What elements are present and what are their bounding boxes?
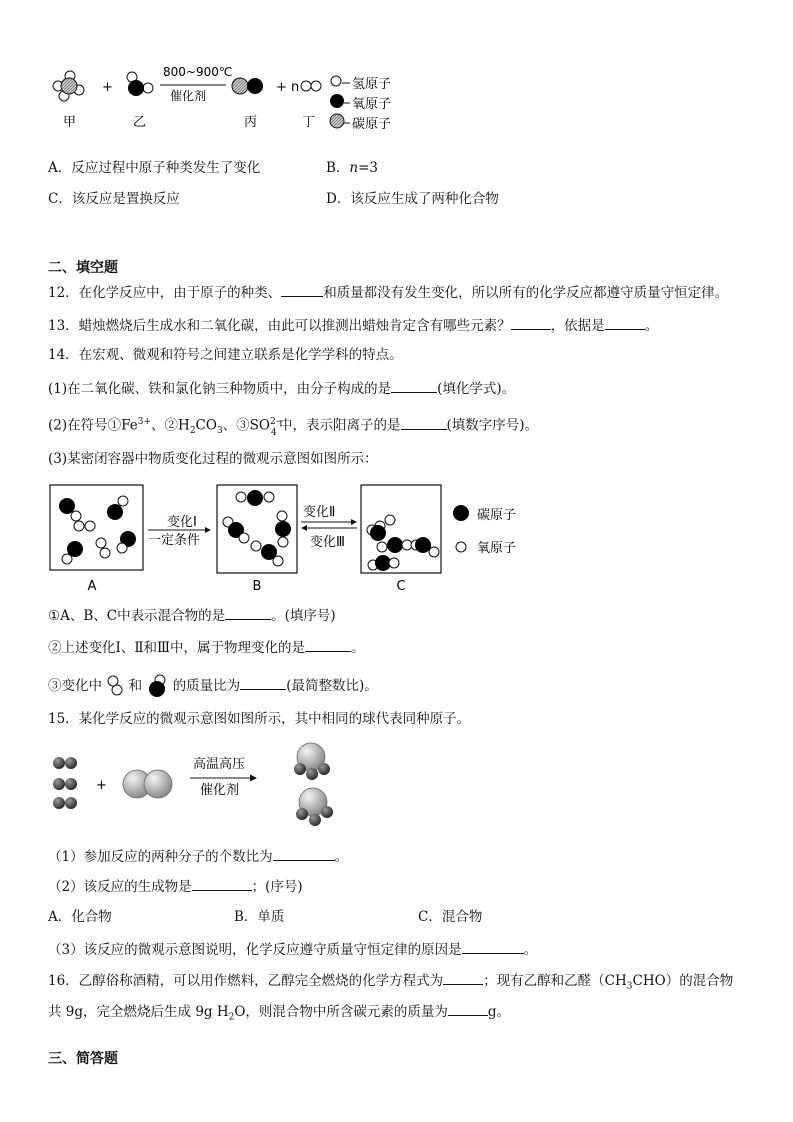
legend-carbon-atom-label: 碳原子: [477, 508, 517, 523]
q15-condition-bottom: 催化剂: [200, 783, 240, 798]
q16-line-1: 16．乙醇俗称酒精，可以用作燃料，乙醇完全燃烧的化学方程式为 ；现有乙醇和乙醛$(CH_3CHO)$的混合物: [48, 973, 734, 992]
section-2-title: 二、填空题: [48, 260, 118, 276]
box-c: [361, 485, 441, 573]
box-a-label: A: [87, 579, 97, 594]
q14-2-blank[interactable]: [401, 416, 447, 430]
legend-hydrogen-icon: [331, 76, 341, 86]
o2-molecule-icon: [106, 674, 124, 696]
q15-diagram: [45, 740, 365, 830]
q14-part-3: (3)某密闭容器中物质变化过程的微观示意图如图所示：: [48, 451, 378, 467]
q11-reaction-diagram: [40, 60, 420, 135]
q14-sub-2: ②上述变化Ⅰ、Ⅱ和Ⅲ中，属于物理变化的是 。: [48, 640, 365, 656]
q11-condition-bottom: 催化剂: [170, 89, 207, 103]
legend-carbon-icon: [330, 114, 344, 128]
q16-line-2: 共 9g，完全燃烧后生成 9g $H_2O$，则混合物中所含碳元素的质量为 g。: [48, 1004, 511, 1023]
reactant-2-molecule: [123, 770, 172, 798]
arrow2-top-label: 变化Ⅱ: [303, 505, 336, 520]
q12: 12．在化学反应中，由于原子的种类、 和质量都没有发生变化，所以所有的化学反应都遵守质量守恒定律。: [48, 285, 729, 301]
box-c-label: C: [396, 579, 406, 594]
label-bing: 丙: [244, 115, 258, 130]
q11-option-b: B．n=3: [326, 160, 379, 176]
label-yi: 乙: [133, 115, 147, 130]
legend-carbon-atom-icon: [453, 505, 469, 521]
q14-part-2: (2)在符号$①Fe^{3+}$、$②H_2CO_3$、③SO 2− 4 中，表示阳离子的是 (填数字序号)。: [48, 416, 539, 438]
q15-option-b: B．单质: [234, 909, 285, 925]
molecule-bing: [232, 78, 263, 94]
q14-diagram: [45, 482, 535, 594]
q13: 13．蜡烛燃烧后生成水和二氧化碳，由此可以推测出蜡烛肯定含有哪些元素？ ，依据是 。: [48, 318, 659, 334]
label-jia: 甲: [63, 115, 77, 130]
q13-blank-1[interactable]: [511, 316, 551, 330]
box-b-label: B: [252, 579, 262, 594]
molecule-jia: [53, 71, 84, 101]
q11-option-d: D．该反应生成了两种化合物: [326, 191, 499, 207]
legend-oxygen-atom-label: 氧原子: [477, 541, 517, 556]
q11-option-c: C．该反应是置换反应: [48, 191, 180, 207]
legend-hydrogen-label: 氢原子: [352, 77, 392, 92]
molecule-ding: [301, 81, 321, 91]
q15-3-blank[interactable]: [462, 940, 524, 954]
q14-stem: 14．在宏观、微观和符号之间建立联系是化学学科的特点。: [48, 347, 403, 363]
product-molecule-2: [296, 788, 333, 826]
box-a: [50, 485, 143, 570]
co-molecule-icon: [146, 673, 168, 697]
q13-blank-2[interactable]: [605, 316, 645, 330]
q15-part-1: （1）参加反应的两种分子的个数比为 。: [48, 849, 349, 865]
legend-oxygen-atom-icon: [456, 542, 466, 552]
q14-s2-blank[interactable]: [305, 638, 351, 652]
q15-option-c: C．混合物: [418, 909, 483, 925]
q14-sub-3: ③变化中 和 的质量比为 (最简整数比)。: [48, 673, 378, 697]
q11-plus-n: + n: [276, 80, 300, 95]
q15-plus: +: [96, 778, 107, 793]
q11-legend: [330, 76, 391, 132]
q16-blank-1[interactable]: [443, 971, 483, 985]
q15-part-3: （3）该反应的微观示意图说明，化学反应遵守质量守恒定律的原因是 。: [48, 942, 538, 958]
product-molecule-1: [294, 743, 330, 780]
q14-1-blank[interactable]: [391, 379, 437, 393]
q11-condition-top: 800~900℃: [163, 65, 233, 79]
q16-blank-2[interactable]: [448, 1002, 488, 1016]
q15-part-2: （2）该反应的生成物是 ；(序号): [48, 879, 303, 895]
arrow1-bottom-label: 一定条件: [148, 533, 201, 548]
reactant-1-molecules: [53, 757, 77, 809]
q14-part-1: (1)在二氧化碳、铁和氯化钠三种物质中，由分子构成的是 (填化学式)。: [48, 381, 516, 397]
label-ding: 丁: [302, 115, 316, 130]
q15-condition-top: 高温高压: [193, 757, 246, 772]
q15-2-blank[interactable]: [192, 877, 252, 891]
q15-stem: 15．某化学反应的微观示意图如图所示，其中相同的球代表同种原子。: [48, 711, 471, 727]
q14-sub-1: ①A、B、C中表示混合物的是 。(填序号): [48, 608, 336, 624]
section-3-title: 三、简答题: [48, 1051, 118, 1067]
q14-s3-blank[interactable]: [240, 676, 286, 690]
q12-blank[interactable]: [281, 283, 323, 297]
q15-option-a: A．化合物: [48, 909, 112, 925]
legend-oxygen-icon: [330, 94, 344, 108]
q11-option-a: A．反应过程中原子种类发生了变化: [48, 160, 261, 176]
q15-1-blank[interactable]: [273, 847, 335, 861]
arrow2-bottom-label: 变化Ⅲ: [310, 535, 345, 550]
q14-s1-blank[interactable]: [225, 606, 271, 620]
arrow1-top-label: 变化Ⅰ: [167, 515, 197, 530]
box-b: [217, 485, 297, 573]
legend-carbon-label: 碳原子: [352, 117, 392, 132]
legend-oxygen-label: 氧原子: [352, 97, 392, 112]
molecule-yi: [127, 72, 153, 96]
q11-plus-1: +: [102, 80, 113, 95]
